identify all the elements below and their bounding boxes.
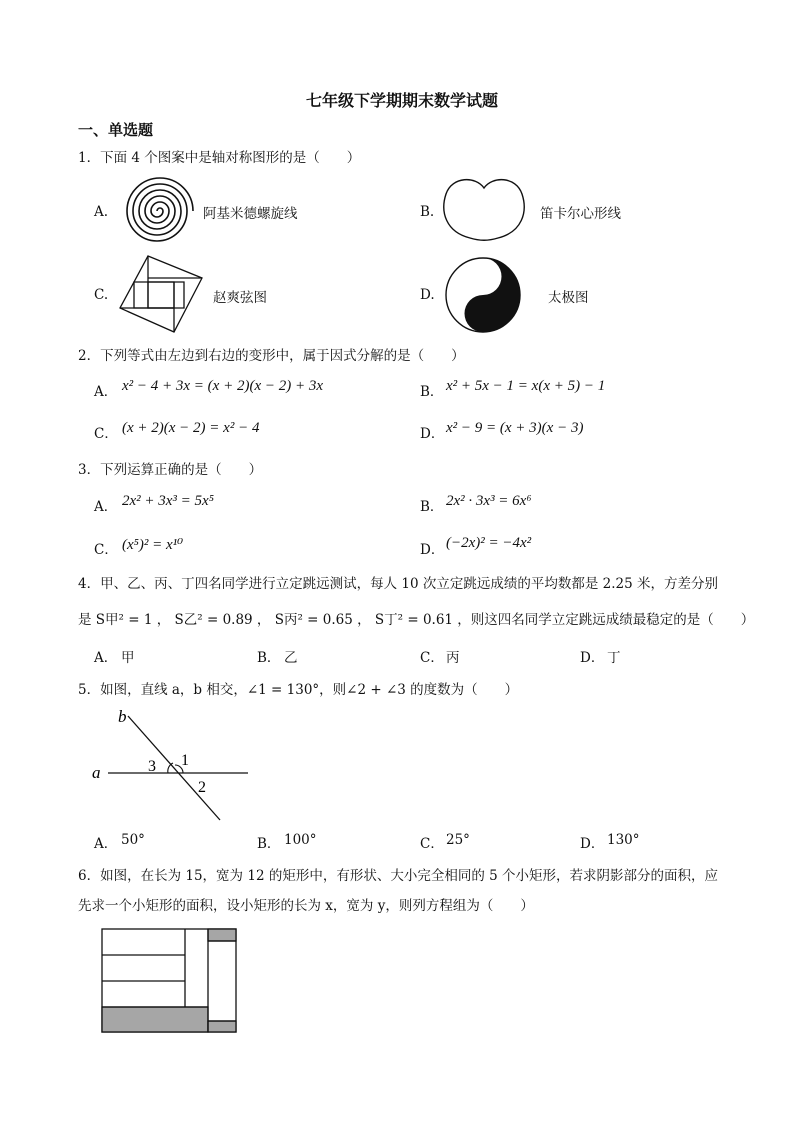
- label-angle-1: 1: [181, 752, 189, 769]
- q2-option-c-letter: C．: [94, 426, 118, 442]
- intersecting-lines-figure: [90, 704, 260, 824]
- cardioid-figure: [440, 174, 528, 244]
- q2-option-a-expr: x² − 4 + 3x = (x + 2)(x − 2) + 3x: [122, 378, 323, 394]
- shaded-region-bottom-right: [208, 1021, 236, 1032]
- q5-option-b-letter: B．: [257, 836, 281, 852]
- line-b: [128, 716, 220, 820]
- q3-option-d-expr: (−2x)² = −4x²: [446, 535, 532, 551]
- question-4-line-1: 4．甲、乙、丙、丁四名同学进行立定跳远测试，每人 10 次立定跳远成绩的平均数都是 2.25 米，方差分别: [78, 576, 718, 592]
- q5-option-d-text: 130°: [607, 832, 640, 848]
- cardioid-curve: [444, 180, 524, 241]
- label-a: a: [92, 763, 101, 782]
- q1-option-a-caption: 阿基米德螺旋线: [203, 206, 298, 222]
- q5-option-c-letter: C．: [420, 836, 444, 852]
- label-b: b: [118, 707, 127, 726]
- zhao-shuang-figure: [118, 254, 204, 334]
- q4-option-b-letter: B．: [257, 650, 281, 666]
- q5-option-b-text: 100°: [284, 832, 317, 848]
- q3-option-a-expr: 2x² + 3x³ = 5x⁵: [122, 493, 214, 509]
- page-title: 七年级下学期期末数学试题: [306, 91, 499, 110]
- q5-option-c-text: 25°: [446, 832, 470, 848]
- question-4-line-2: 是 S甲² = 1 ， S乙² = 0.89 ， S丙² = 0.65 ， S丁² = 0.61 ，则这四名同学立定跳远成绩最稳定的是（ ）: [78, 612, 755, 628]
- q1-option-c-caption: 赵爽弦图: [213, 290, 267, 306]
- question-1-stem: 1．下面 4 个图案中是轴对称图形的是（ ）: [78, 150, 361, 166]
- q5-option-a-text: 50°: [121, 832, 145, 848]
- q1-option-d-letter: D.: [420, 287, 435, 303]
- q3-option-c-expr: (x⁵)² = x¹⁰: [122, 537, 184, 553]
- taiji-symbol: [446, 258, 520, 332]
- taiji-figure: [444, 256, 522, 334]
- question-3-stem: 3．下列运算正确的是（ ）: [78, 462, 263, 478]
- q5-option-d-letter: D．: [580, 836, 605, 852]
- q1-option-d-caption: 太极图: [548, 290, 589, 306]
- q4-option-a-letter: A．: [94, 650, 118, 666]
- question-2-stem: 2．下列等式由左边到右边的变形中，属于因式分解的是（ ）: [78, 348, 465, 364]
- question-6-line-2: 先求一个小矩形的面积，设小矩形的长为 x，宽为 y，则列方程组为（ ）: [78, 898, 534, 914]
- q2-option-b-letter: B．: [420, 384, 444, 400]
- label-angle-2: 2: [198, 779, 206, 796]
- q2-option-d-letter: D．: [420, 426, 445, 442]
- q4-option-d-letter: D．: [580, 650, 605, 666]
- q3-option-b-letter: B．: [420, 499, 444, 515]
- archimedes-spiral: [127, 178, 193, 241]
- rectangle-diagram: [102, 929, 236, 1032]
- q3-option-a-letter: A．: [94, 499, 118, 515]
- shaded-region-top-right: [208, 929, 236, 941]
- q4-option-a-text: 甲: [121, 650, 135, 666]
- zhao-shuang-diagram: [120, 256, 202, 332]
- q2-option-d-expr: x² − 9 = (x + 3)(x − 3): [446, 420, 584, 436]
- shaded-region-bottom: [102, 1007, 208, 1032]
- q2-option-c-expr: (x + 2)(x − 2) = x² − 4: [122, 420, 260, 436]
- q1-option-b-caption: 笛卡尔心形线: [540, 206, 621, 222]
- rectangle-figure: [101, 928, 239, 1034]
- spiral-figure: [121, 176, 193, 246]
- question-6-line-1: 6．如图，在长为 15，宽为 12 的矩形中，有形状、大小完全相同的 5 个小矩形，若求阴影部分的面积，应: [78, 868, 718, 884]
- q1-option-a-letter: A.: [94, 204, 109, 220]
- q3-option-d-letter: D．: [420, 542, 445, 558]
- label-angle-3: 3: [148, 758, 156, 775]
- q1-option-c-letter: C.: [94, 287, 109, 303]
- q5-option-a-letter: A．: [94, 836, 118, 852]
- q1-option-b-letter: B.: [420, 204, 435, 220]
- q2-option-a-letter: A．: [94, 384, 118, 400]
- q4-option-c-text: 丙: [446, 650, 460, 666]
- q3-option-c-letter: C．: [94, 542, 118, 558]
- q3-option-b-expr: 2x² · 3x³ = 6x⁶: [446, 493, 532, 509]
- q4-option-b-text: 乙: [284, 650, 298, 666]
- q4-option-d-text: 丁: [607, 650, 621, 666]
- q2-option-b-expr: x² + 5x − 1 = x(x + 5) − 1: [446, 378, 606, 394]
- q4-option-c-letter: C．: [420, 650, 444, 666]
- question-5-stem: 5．如图，直线 a，b 相交，∠1 = 130°，则∠2 + ∠3 的度数为（ ）: [78, 682, 519, 698]
- angle-3-arc: [168, 763, 173, 773]
- section-heading: 一、单选题: [78, 121, 154, 139]
